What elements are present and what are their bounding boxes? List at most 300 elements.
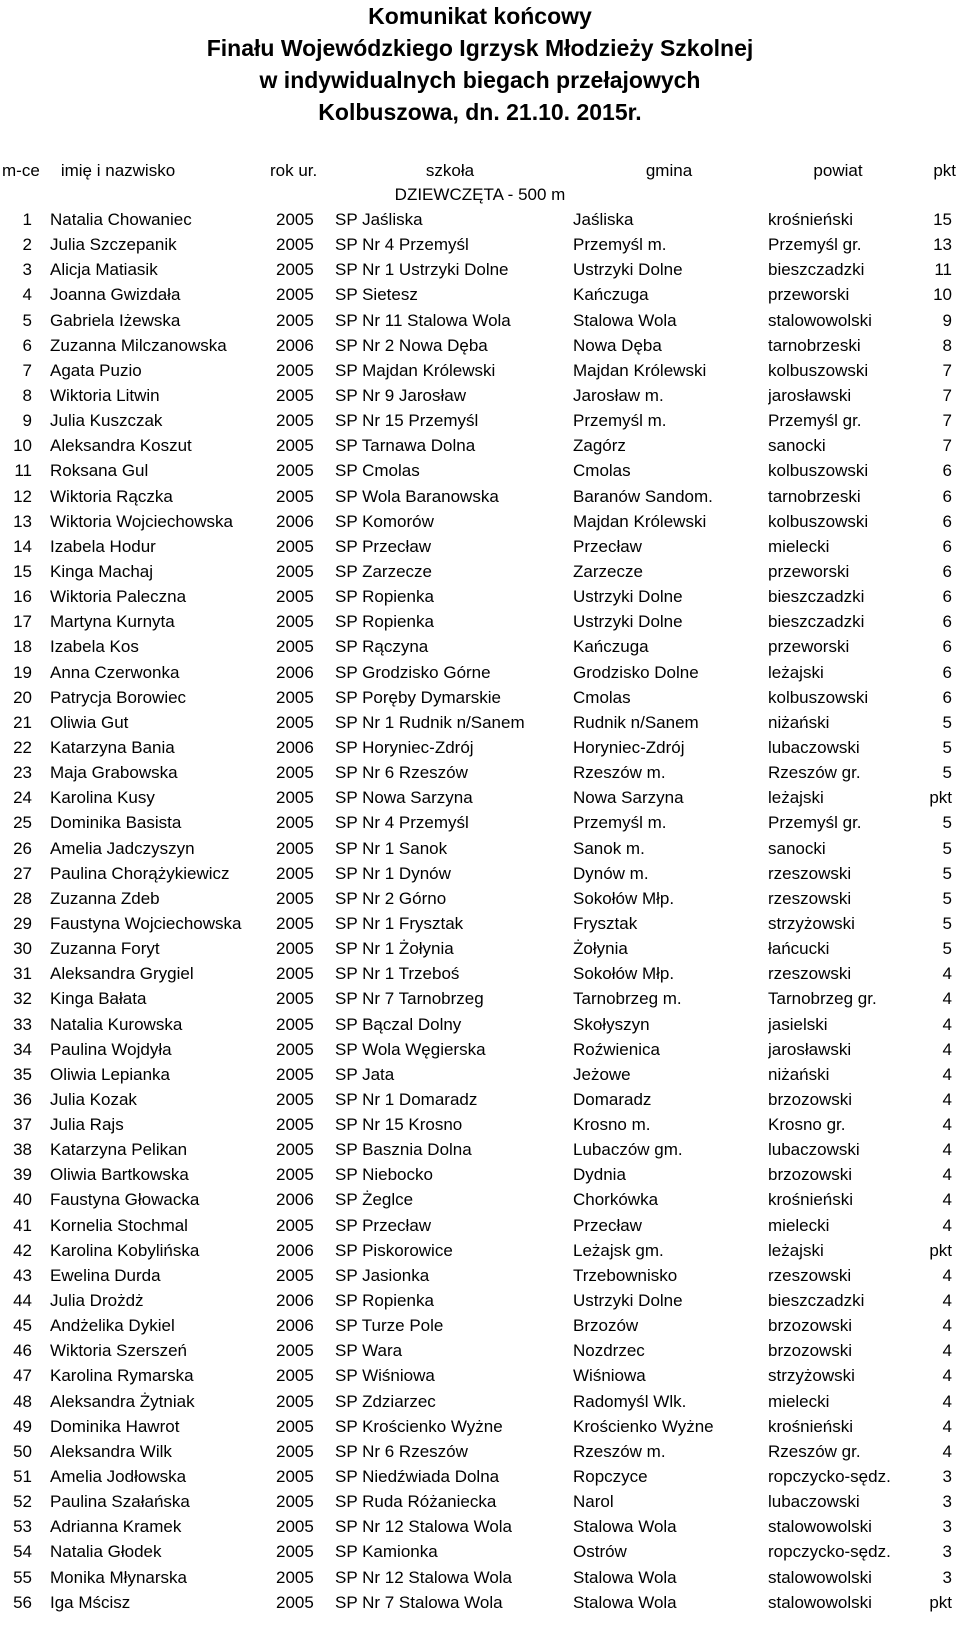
cell-points: 7: [942, 385, 952, 405]
cell-place: 43: [13, 1265, 32, 1285]
table-row: [0, 713, 960, 738]
cell-name: Agata Puzio: [50, 360, 142, 380]
cell-year: 2005: [276, 310, 314, 330]
cell-name: Wiktoria Paleczna: [50, 587, 187, 607]
cell-place: 32: [13, 989, 32, 1009]
cell-name: Karolina Rymarska: [50, 1366, 194, 1386]
cell-points: 10: [933, 285, 952, 305]
cell-points: 3: [942, 1492, 952, 1512]
table-row: [0, 1442, 960, 1467]
cell-year: 2005: [276, 411, 314, 431]
cell-powiat: lubaczowski: [768, 737, 860, 757]
cell-school: SP Zdziarzec: [335, 1391, 436, 1411]
table-row: [0, 839, 960, 864]
cell-school: SP Bączal Dolny: [335, 1014, 462, 1034]
cell-name: Natalia Chowaniec: [50, 210, 192, 229]
cell-place: 41: [13, 1215, 32, 1235]
cell-points: pkt: [929, 1592, 952, 1612]
cell-place: 10: [13, 436, 32, 456]
cell-points: 6: [942, 612, 952, 632]
table-row: [0, 336, 960, 361]
cell-gmina: Majdan Królewski: [573, 511, 707, 531]
table-row: [0, 436, 960, 461]
cell-school: SP Nr 9 Jarosław: [335, 385, 467, 405]
cell-name: Izabela Hodur: [50, 536, 156, 556]
cell-name: Aleksandra Grygiel: [50, 964, 194, 984]
cell-name: Oliwia Gut: [50, 712, 129, 732]
cell-powiat: brzozowski: [768, 1316, 853, 1336]
cell-year: 2005: [276, 788, 314, 808]
cell-name: Adrianna Kramek: [50, 1517, 182, 1537]
cell-year: 2005: [276, 863, 314, 883]
cell-year: 2005: [276, 612, 314, 632]
table-row: [0, 763, 960, 788]
cell-points: 4: [942, 1165, 952, 1185]
table-row: [0, 1568, 960, 1593]
cell-points: 5: [942, 737, 952, 757]
table-row: [0, 361, 960, 386]
cell-year: 2005: [276, 1467, 314, 1487]
cell-year: 2005: [276, 1341, 314, 1361]
cell-year: 2006: [276, 1316, 314, 1336]
cell-gmina: Stalowa Wola: [573, 1592, 677, 1612]
cell-name: Kinga Bałata: [50, 989, 147, 1009]
table-body: [0, 210, 960, 1618]
table-row: [0, 1216, 960, 1241]
cell-place: 14: [13, 536, 32, 556]
cell-place: 7: [22, 360, 32, 380]
table-row: [0, 1542, 960, 1567]
table-row: [0, 487, 960, 512]
cell-powiat: leżajski: [768, 662, 824, 682]
table-row: [0, 788, 960, 813]
cell-year: 2005: [276, 486, 314, 506]
cell-school: SP Nr 7 Tarnobrzeg: [335, 989, 484, 1009]
cell-points: 9: [942, 310, 952, 330]
cell-place: 15: [13, 561, 32, 581]
cell-gmina: Domaradz: [573, 1089, 652, 1109]
cell-gmina: Ropczyce: [573, 1467, 648, 1487]
cell-powiat: bieszczadzki: [768, 587, 865, 607]
cell-gmina: Dydnia: [573, 1165, 626, 1185]
table-row: [0, 914, 960, 939]
cell-place: 56: [13, 1592, 32, 1612]
cell-year: 2005: [276, 561, 314, 581]
cell-name: Julia Szczepanik: [50, 235, 177, 255]
cell-school: SP Rączyna: [335, 637, 429, 657]
cell-points: 4: [942, 1366, 952, 1386]
cell-school: SP Nr 7 Stalowa Wola: [335, 1592, 503, 1612]
cell-points: 15: [933, 210, 952, 229]
cell-powiat: stalowowolski: [768, 1592, 872, 1612]
cell-points: 6: [942, 561, 952, 581]
cell-points: 4: [942, 1039, 952, 1059]
cell-points: 4: [942, 1215, 952, 1235]
cell-year: 2005: [276, 1115, 314, 1135]
table-row: [0, 738, 960, 763]
table-row: [0, 285, 960, 310]
cell-points: 5: [942, 888, 952, 908]
cell-school: SP Przecław: [335, 1215, 432, 1235]
cell-points: 5: [942, 863, 952, 883]
cell-year: 2005: [276, 235, 314, 255]
cell-year: 2005: [276, 1542, 314, 1562]
cell-name: Roksana Gul: [50, 461, 149, 481]
cell-gmina: Lubaczów gm.: [573, 1140, 683, 1160]
cell-gmina: Chorkówka: [573, 1190, 659, 1210]
cell-school: SP Sietesz: [335, 285, 418, 305]
cell-name: Dominika Hawrot: [50, 1416, 180, 1436]
cell-points: 8: [942, 335, 952, 355]
cell-place: 24: [13, 788, 32, 808]
cell-gmina: Leżajsk gm.: [573, 1240, 664, 1260]
cell-powiat: strzyżowski: [768, 1366, 855, 1386]
cell-powiat: tarnobrzeski: [768, 335, 861, 355]
cell-powiat: niżański: [768, 712, 830, 732]
cell-name: Zuzanna Zdeb: [50, 888, 160, 908]
cell-gmina: Grodzisko Dolne: [573, 662, 699, 682]
cell-name: Faustyna Głowacka: [50, 1190, 200, 1210]
cell-gmina: Dynów m.: [573, 863, 649, 883]
cell-gmina: Brzozów: [573, 1316, 639, 1336]
cell-school: SP Żeglce: [335, 1190, 414, 1210]
cell-powiat: kolbuszowski: [768, 687, 869, 707]
cell-points: 6: [942, 637, 952, 657]
cell-place: 29: [13, 913, 32, 933]
cell-points: 5: [942, 712, 952, 732]
cell-gmina: Trzebownisko: [573, 1265, 678, 1285]
cell-place: 25: [13, 813, 32, 833]
cell-school: SP Nr 6 Rzeszów: [335, 763, 468, 783]
cell-year: 2005: [276, 763, 314, 783]
cell-place: 17: [13, 612, 32, 632]
cell-name: Martyna Kurnyta: [50, 612, 175, 632]
cell-year: 2005: [276, 939, 314, 959]
cell-powiat: bieszczadzki: [768, 260, 865, 280]
cell-year: 2005: [276, 1416, 314, 1436]
cell-year: 2005: [276, 913, 314, 933]
cell-school: SP Nr 1 Rudnik n/Sanem: [335, 712, 525, 732]
cell-school: SP Niebocko: [335, 1165, 433, 1185]
table-row: [0, 1417, 960, 1442]
cell-powiat: bieszczadzki: [768, 612, 865, 632]
cell-place: 12: [13, 486, 32, 506]
cell-year: 2005: [276, 1014, 314, 1034]
title-line-2: Finału Wojewódzkiego Igrzysk Młodzieży Szkolnej: [206, 35, 754, 61]
table-row: [0, 1341, 960, 1366]
cell-gmina: Ustrzyki Dolne: [573, 1291, 683, 1311]
cell-place: 39: [13, 1165, 32, 1185]
header-name: imię i nazwisko: [60, 161, 176, 180]
cell-gmina: Przecław: [573, 536, 642, 556]
cell-name: Iga Mścisz: [50, 1592, 131, 1612]
cell-points: 5: [942, 838, 952, 858]
cell-year: 2005: [276, 385, 314, 405]
cell-school: SP Piskorowice: [335, 1240, 453, 1260]
cell-gmina: Cmolas: [573, 687, 631, 707]
cell-gmina: Zarzecze: [573, 561, 643, 581]
header-year: rok ur.: [270, 161, 318, 180]
cell-powiat: Krosno gr.: [768, 1115, 846, 1135]
cell-gmina: Sanok m.: [573, 838, 645, 858]
cell-gmina: Sokołów Młp.: [573, 964, 675, 984]
table-row: [0, 386, 960, 411]
table-row: [0, 587, 960, 612]
cell-place: 2: [22, 235, 32, 255]
cell-year: 2005: [276, 536, 314, 556]
header-powiat: powiat: [813, 161, 863, 180]
cell-school: SP Cmolas: [335, 461, 420, 481]
cell-place: 1: [22, 210, 32, 229]
cell-place: 13: [13, 511, 32, 531]
cell-gmina: Kańczuga: [573, 637, 649, 657]
table-row: [0, 1517, 960, 1542]
table-row: [0, 210, 960, 235]
cell-school: SP Grodzisko Górne: [335, 662, 491, 682]
cell-powiat: ropczycko-sędz.: [768, 1542, 891, 1562]
table-row: [0, 637, 960, 662]
cell-powiat: brzozowski: [768, 1089, 853, 1109]
header-place: m-ce: [2, 161, 40, 180]
cell-points: 5: [942, 763, 952, 783]
cell-name: Izabela Kos: [50, 637, 139, 657]
table-row: [0, 1140, 960, 1165]
cell-name: Zuzanna Foryt: [50, 939, 160, 959]
cell-place: 49: [13, 1416, 32, 1436]
cell-powiat: jasielski: [768, 1014, 828, 1034]
cell-gmina: Wiśniowa: [573, 1366, 646, 1386]
cell-name: Joanna Gwizdała: [50, 285, 181, 305]
cell-name: Wiktoria Rączka: [50, 486, 173, 506]
cell-points: 11: [934, 260, 952, 280]
table-row: [0, 512, 960, 537]
cell-year: 2005: [276, 1215, 314, 1235]
cell-school: SP Nr 1 Dynów: [335, 863, 451, 883]
cell-year: 2005: [276, 1366, 314, 1386]
cell-school: SP Wiśniowa: [335, 1366, 435, 1386]
cell-school: SP Horyniec-Zdrój: [335, 737, 474, 757]
cell-points: 4: [942, 1064, 952, 1084]
table-row: [0, 235, 960, 260]
cell-gmina: Rudnik n/Sanem: [573, 712, 699, 732]
cell-place: 51: [13, 1467, 32, 1487]
table-row: [0, 889, 960, 914]
cell-points: 7: [942, 436, 952, 456]
table-row: [0, 1165, 960, 1190]
cell-points: 6: [942, 662, 952, 682]
cell-name: Aleksandra Koszut: [50, 436, 192, 456]
cell-school: SP Jaśliska: [335, 210, 423, 229]
cell-place: 20: [13, 687, 32, 707]
cell-gmina: Majdan Królewski: [573, 360, 707, 380]
cell-place: 54: [13, 1542, 32, 1562]
cell-school: SP Nr 1 Domaradz: [335, 1089, 478, 1109]
table-row: [0, 1266, 960, 1291]
cell-gmina: Żołynia: [573, 939, 628, 959]
cell-powiat: brzozowski: [768, 1165, 853, 1185]
cell-year: 2005: [276, 1089, 314, 1109]
table-row: [0, 864, 960, 889]
table-row: [0, 311, 960, 336]
cell-year: 2005: [276, 838, 314, 858]
cell-name: Natalia Głodek: [50, 1542, 162, 1562]
cell-place: 50: [13, 1441, 32, 1461]
cell-school: SP Wola Baranowska: [335, 486, 499, 506]
cell-name: Gabriela Iżewska: [50, 310, 181, 330]
cell-school: SP Majdan Królewski: [335, 360, 496, 380]
cell-gmina: Nozdrzec: [573, 1341, 645, 1361]
cell-gmina: Rzeszów m.: [573, 1441, 666, 1461]
cell-school: SP Nr 12 Stalowa Wola: [335, 1517, 513, 1537]
cell-points: 6: [942, 587, 952, 607]
cell-powiat: Przemyśl gr.: [768, 813, 862, 833]
cell-school: SP Wola Węgierska: [335, 1039, 486, 1059]
cell-powiat: jarosławski: [768, 1039, 852, 1059]
cell-school: SP Turze Pole: [335, 1316, 444, 1336]
cell-place: 6: [22, 335, 32, 355]
cell-gmina: Zagórz: [573, 436, 626, 456]
cell-gmina: Krościenko Wyżne: [573, 1416, 714, 1436]
cell-powiat: Przemyśl gr.: [768, 411, 862, 431]
cell-gmina: Horyniec-Zdrój: [573, 737, 685, 757]
cell-name: Julia Rajs: [50, 1115, 124, 1135]
cell-school: SP Nr 1 Frysztak: [335, 913, 464, 933]
cell-name: Andżelika Dykiel: [50, 1316, 175, 1336]
cell-school: SP Zarzecze: [335, 561, 433, 581]
cell-school: SP Poręby Dymarskie: [335, 687, 501, 707]
cell-gmina: Stalowa Wola: [573, 310, 677, 330]
cell-school: SP Nr 15 Krosno: [335, 1115, 463, 1135]
cell-name: Wiktoria Litwin: [50, 385, 160, 405]
cell-name: Paulina Szałańska: [50, 1492, 190, 1512]
cell-gmina: Przemyśl m.: [573, 235, 667, 255]
cell-gmina: Przemyśl m.: [573, 411, 667, 431]
table-row: [0, 1366, 960, 1391]
header-gmina: gmina: [645, 161, 693, 180]
table-row: [0, 1065, 960, 1090]
cell-year: 2005: [276, 1517, 314, 1537]
cell-place: 23: [13, 763, 32, 783]
cell-year: 2005: [276, 888, 314, 908]
cell-powiat: kolbuszowski: [768, 360, 869, 380]
cell-gmina: Stalowa Wola: [573, 1567, 677, 1587]
cell-gmina: Jeżowe: [573, 1064, 631, 1084]
cell-powiat: mielecki: [768, 1215, 830, 1235]
cell-place: 34: [13, 1039, 32, 1059]
table-row: [0, 939, 960, 964]
cell-school: SP Nr 1 Trzeboś: [335, 964, 460, 984]
cell-year: 2006: [276, 335, 314, 355]
cell-gmina: Przemyśl m.: [573, 813, 667, 833]
cell-powiat: rzeszowski: [768, 964, 852, 984]
cell-powiat: Rzeszów gr.: [768, 763, 861, 783]
cell-place: 46: [13, 1341, 32, 1361]
cell-points: 4: [942, 1291, 952, 1311]
cell-powiat: niżański: [768, 1064, 830, 1084]
cell-gmina: Sokołów Młp.: [573, 888, 675, 908]
table-row: [0, 612, 960, 637]
cell-place: 8: [22, 385, 32, 405]
cell-name: Natalia Kurowska: [50, 1014, 183, 1034]
cell-school: SP Jasionka: [335, 1265, 430, 1285]
cell-school: SP Nr 11 Stalowa Wola: [335, 310, 511, 330]
cell-name: Amelia Jodłowska: [50, 1467, 187, 1487]
cell-year: 2005: [276, 1165, 314, 1185]
cell-powiat: łańcucki: [768, 939, 830, 959]
table-row: [0, 1015, 960, 1040]
cell-powiat: przeworski: [768, 637, 850, 657]
cell-place: 38: [13, 1140, 32, 1160]
cell-name: Julia Kuszczak: [50, 411, 163, 431]
cell-place: 18: [13, 637, 32, 657]
cell-place: 44: [13, 1291, 32, 1311]
cell-place: 19: [13, 662, 32, 682]
cell-year: 2005: [276, 1064, 314, 1084]
cell-points: 13: [933, 235, 952, 255]
cell-powiat: stalowowolski: [768, 1517, 872, 1537]
cell-place: 21: [13, 712, 32, 732]
table-row: [0, 562, 960, 587]
cell-place: 30: [13, 939, 32, 959]
cell-points: 5: [942, 939, 952, 959]
cell-place: 40: [13, 1190, 32, 1210]
cell-place: 26: [13, 838, 32, 858]
cell-name: Oliwia Bartkowska: [50, 1165, 189, 1185]
cell-points: 7: [942, 411, 952, 431]
cell-points: 4: [942, 1089, 952, 1109]
table-row: [0, 1492, 960, 1517]
cell-points: 4: [942, 1140, 952, 1160]
cell-name: Wiktoria Wojciechowska: [50, 511, 233, 531]
table-row: [0, 989, 960, 1014]
cell-gmina: Przecław: [573, 1215, 642, 1235]
title-line-3: w indywidualnych biegach przełajowych: [259, 67, 701, 93]
cell-name: Alicja Matiasik: [50, 260, 158, 280]
cell-year: 2005: [276, 461, 314, 481]
table-row: [0, 964, 960, 989]
cell-year: 2005: [276, 285, 314, 305]
cell-place: 16: [13, 587, 32, 607]
cell-points: 6: [942, 486, 952, 506]
cell-powiat: mielecki: [768, 1391, 830, 1411]
table-row: [0, 1190, 960, 1215]
cell-powiat: krośnieński: [768, 1190, 854, 1210]
cell-year: 2006: [276, 662, 314, 682]
cell-name: Patrycja Borowiec: [50, 687, 187, 707]
cell-place: 36: [13, 1089, 32, 1109]
table-row: [0, 1040, 960, 1065]
cell-points: 4: [942, 1316, 952, 1336]
cell-gmina: Ustrzyki Dolne: [573, 260, 683, 280]
cell-points: 5: [942, 813, 952, 833]
cell-year: 2005: [276, 260, 314, 280]
cell-school: SP Ropienka: [335, 587, 434, 607]
cell-powiat: leżajski: [768, 1240, 824, 1260]
cell-name: Kinga Machaj: [50, 561, 154, 581]
cell-year: 2005: [276, 712, 314, 732]
header-points: pkt: [933, 161, 956, 180]
table-row: [0, 1291, 960, 1316]
cell-place: 47: [13, 1366, 32, 1386]
table-row: [0, 461, 960, 486]
cell-points: 5: [942, 913, 952, 933]
cell-school: SP Nr 15 Przemyśl: [335, 411, 479, 431]
cell-school: SP Nr 12 Stalowa Wola: [335, 1567, 513, 1587]
cell-school: SP Przecław: [335, 536, 432, 556]
cell-name: Dominika Basista: [50, 813, 182, 833]
cell-school: SP Nr 1 Ustrzyki Dolne: [335, 260, 509, 280]
cell-powiat: stalowowolski: [768, 310, 872, 330]
